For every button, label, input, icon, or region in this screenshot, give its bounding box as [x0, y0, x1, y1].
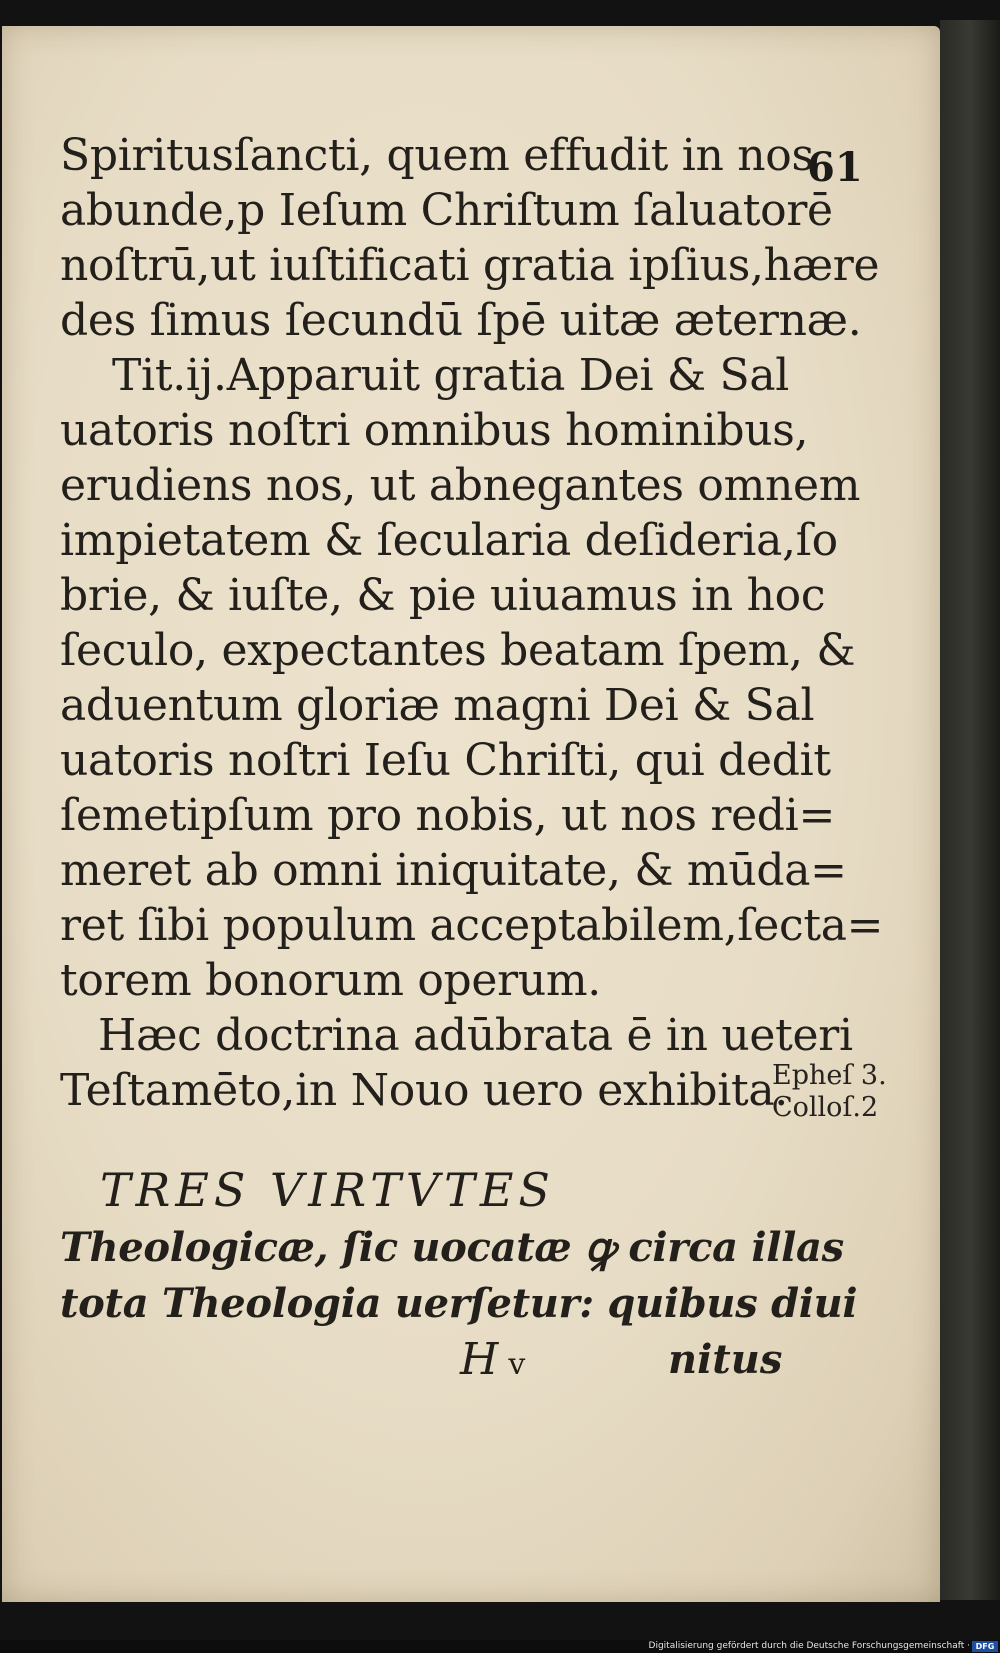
body-line: impietatem & ſecularia deſideria,ſo: [60, 515, 838, 566]
body-line: uatoris noſtri omnibus hominibus,: [60, 405, 809, 456]
body-line: erudiens nos, ut abnegantes omnem: [60, 460, 861, 511]
italic-line: Theologicæ, ſic uocatæ ꝙ circa illas: [60, 1224, 844, 1271]
body-line: aduentum gloriæ magni Dei & Sal: [60, 680, 815, 731]
italic-line: tota Theologia uerſetur: quibus diui: [60, 1280, 858, 1327]
body-line: des ſimus ſecundū ſpē uitæ æternæ.: [60, 295, 862, 346]
body-line: ret ſibi populum acceptabilem,ſecta=: [60, 900, 884, 951]
marginal-note-line: Colloſ.2: [772, 1092, 879, 1123]
catchword-row: [60, 1332, 783, 1388]
dfg-logo: DFG: [972, 1641, 998, 1652]
marginal-note-line: Epheſ 3.: [772, 1060, 887, 1091]
body-line: uatoris noſtri Ieſu Chriſti, qui dedit: [60, 735, 831, 786]
adjacent-page-edge: [940, 20, 1000, 1600]
body-line: Spiritusſancti, quem effudit in nos: [60, 130, 814, 181]
marginal-note: [772, 1060, 887, 1124]
body-line: abunde,p Ieſum Chriſtum ſaluatorē: [60, 185, 833, 236]
body-line: torem bonorum operum.: [60, 955, 601, 1006]
body-line: Hæc doctrina adūbrata ē in ueteri: [98, 1010, 853, 1061]
section-gap: [60, 1118, 780, 1160]
signature-mark: [460, 1332, 525, 1393]
funding-credit: Digitalisierung gefördert durch die Deutsche Forschungsgemeinschaft ·: [648, 1641, 970, 1651]
signature-sub: v: [508, 1347, 526, 1382]
catchword: nitus: [668, 1336, 783, 1383]
body-line: Tit.ij.Apparuit gratia Dei & Sal: [112, 350, 790, 401]
page-number: 61: [807, 144, 863, 191]
body-line: meret ab omni iniquitate, & mūda=: [60, 845, 847, 896]
body-line: ſeculo, expectantes beatam ſpem, &: [60, 625, 856, 676]
book-page: [2, 26, 940, 1602]
signature-letter: H: [460, 1334, 499, 1385]
body-line: brie, & iuſte, & pie uiuamus in hoc: [60, 570, 826, 621]
body-line: Teſtamēto,in Nouo uero exhibita.: [60, 1065, 788, 1116]
section-heading: TRES VIRTVTES: [100, 1163, 555, 1217]
body-line: noſtrū,ut iuſtificati gratia ipſius,hære: [60, 240, 880, 291]
body-line: ſemetipſum pro nobis, ut nos redi=: [60, 790, 836, 841]
